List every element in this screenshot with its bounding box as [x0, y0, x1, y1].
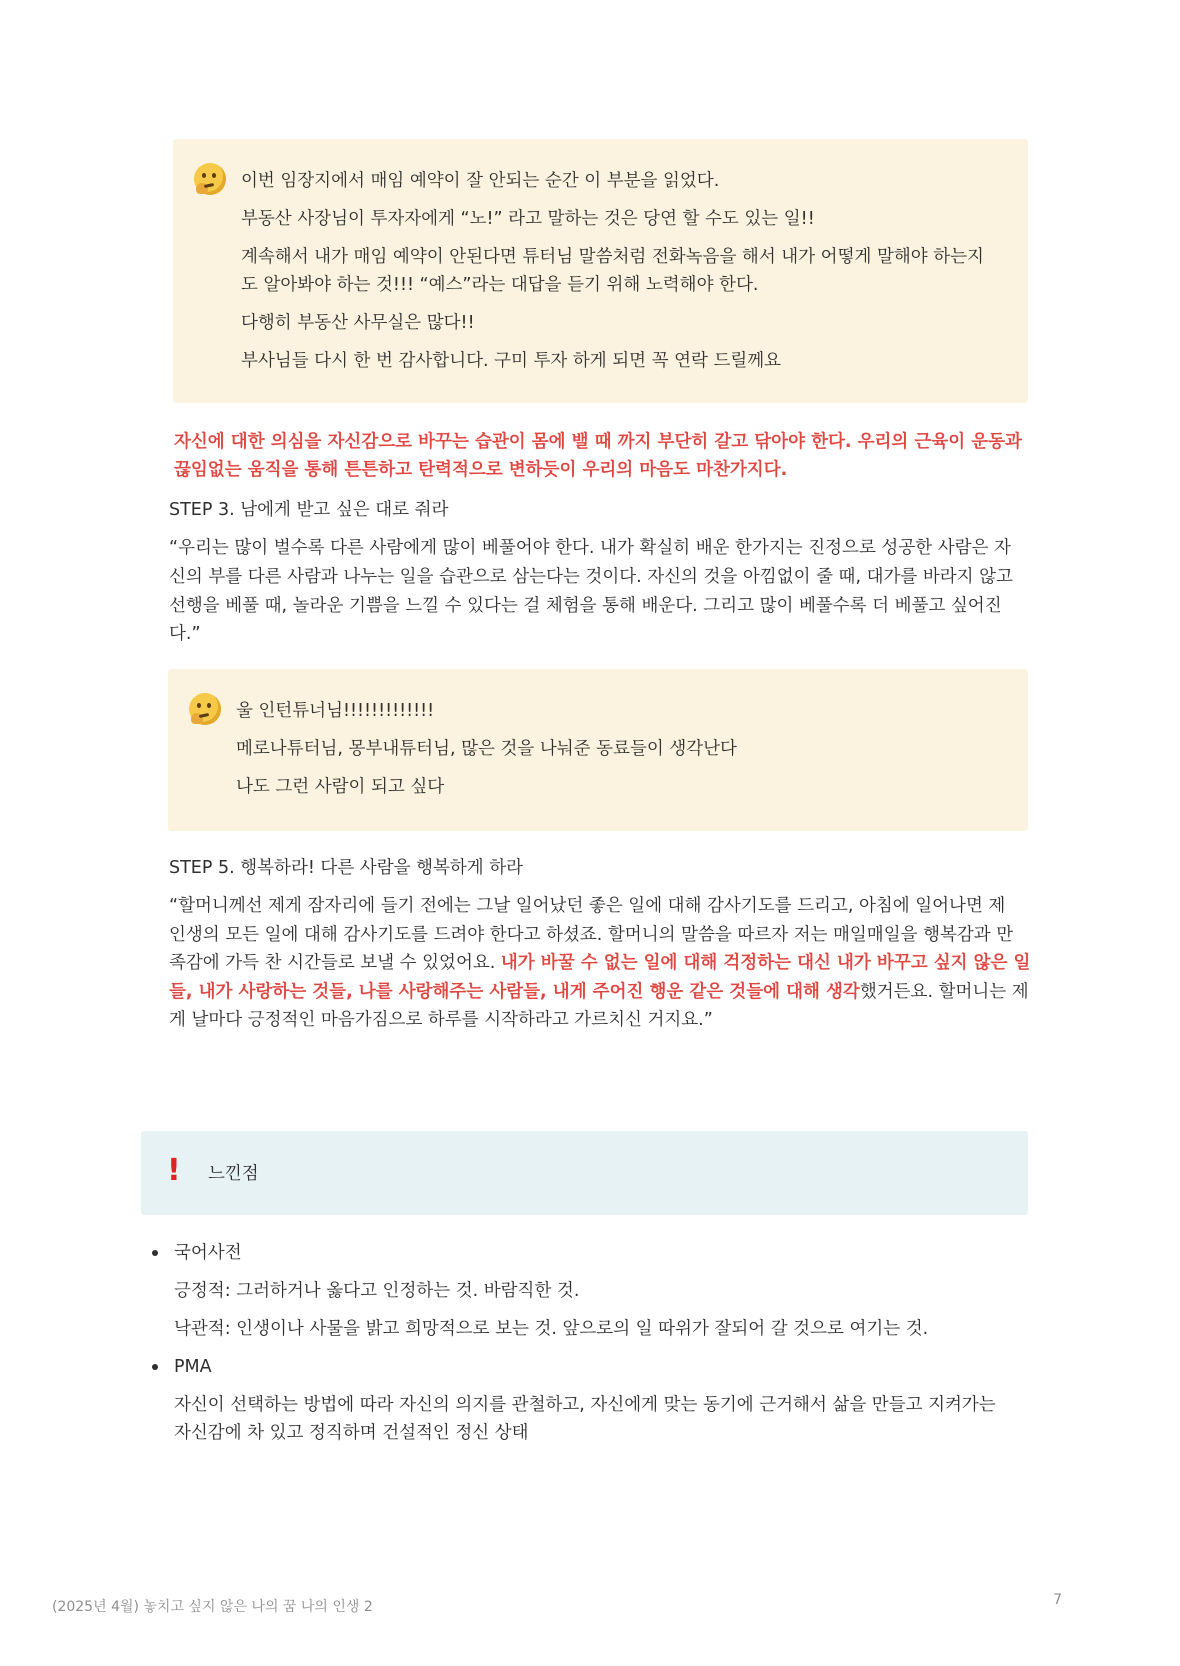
step5-line: 게 날마다 긍정적인 마음가짐으로 하루를 시작하라고 가르치신 거지요.”	[169, 1010, 713, 1030]
feelings-label: 느낀점	[208, 1164, 259, 1184]
bullet-line: 긍정적: 그러하거나 옳다고 인정하는 것. 바람직한 것.	[174, 1281, 580, 1301]
callout-line: 부사님들 다시 한 번 감사합니다. 구미 투자 하게 되면 꼭 연락 드릴께요	[241, 351, 782, 371]
bullet-title: 국어사전	[174, 1243, 242, 1263]
step5-text: 족감에 가득 찬 시간들로 보낼 수 있었어요.	[169, 953, 501, 973]
callout-line: 도 알아봐야 하는 것!!! “예스”라는 대답을 듣기 위해 노력해야 한다.	[241, 275, 759, 295]
step5-line: 인생의 모든 일에 대해 감사기도를 드려야 한다고 하셨죠. 할머니의 말씀을 따르자 저는 매일매일을 행복감과 만	[169, 925, 1014, 945]
reflection-callout-1	[173, 139, 1028, 403]
thinking-face-icon	[194, 163, 226, 195]
callout-line: 울 인턴튜너님!!!!!!!!!!!!!	[236, 701, 435, 721]
callout-line: 부동산 사장님이 투자자에게 “노!” 라고 말하는 것은 당연 할 수도 있는 일!!	[241, 209, 815, 229]
callout-line: 이번 임장지에서 매임 예약이 잘 안되는 순간 이 부분을 읽었다.	[241, 171, 720, 191]
step3-line: 다.”	[169, 624, 201, 644]
step3-title: STEP 3. 남에게 받고 싶은 대로 줘라	[169, 500, 449, 520]
highlight-line: 끊임없는 움직을 통해 튼튼하고 탄력적으로 변하듯이 우리의 마음도 마찬가지다.	[174, 460, 788, 480]
feelings-callout	[141, 1131, 1028, 1215]
step5-text: 했거든요. 할머니는 제	[859, 982, 1029, 1002]
exclamation-icon: !	[167, 1153, 181, 1188]
bullet-line: 자신이 선택하는 방법에 따라 자신의 의지를 관철하고, 자신에게 맞는 동기에 근거해서 삶을 만들고 지켜가는	[174, 1395, 996, 1415]
reflection-callout-2	[168, 669, 1028, 831]
bullet-title: PMA	[174, 1357, 212, 1377]
thinking-face-icon	[189, 693, 221, 725]
step5-highlight: 들, 내가 사랑하는 것들, 나를 사랑해주는 사람들, 내게 주어진 행운 같은 것들에 대해 생각	[169, 982, 860, 1002]
step5-line-mixed	[169, 949, 1030, 977]
highlight-line: 자신에 대한 의심을 자신감으로 바꾸는 습관이 몸에 밸 때 까지 부단히 갈고 닦아야 한다. 우리의 근육이 운동과	[174, 432, 1022, 452]
step5-highlight: 내가 바꿀 수 없는 일에 대해 걱정하는 대신 내가 바꾸고 싶지 않은 일	[500, 953, 1031, 973]
callout-line: 계속해서 내가 매임 예약이 안된다면 튜터님 말씀처럼 전화녹음을 해서 내가 어떻게 말해야 하는지	[241, 247, 984, 267]
page-number: 7	[1053, 1592, 1062, 1608]
step5-line-mixed	[169, 978, 1029, 1006]
bullet-dot	[152, 1364, 158, 1370]
bullet-line: 낙관적: 인생이나 사물을 밝고 희망적으로 보는 것. 앞으로의 일 따위가 잘되어 갈 것으로 여기는 것.	[174, 1319, 929, 1339]
step3-line: 선행을 베풀 때, 놀라운 기쁨을 느낄 수 있다는 걸 체험을 통해 배운다. 그리고 많이 베풀수록 더 베풀고 싶어진	[169, 596, 1002, 616]
callout-line: 나도 그런 사람이 되고 싶다	[236, 777, 445, 797]
bullet-line: 자신감에 차 있고 정직하며 건설적인 정신 상태	[174, 1423, 529, 1443]
callout-line: 메로나튜터님, 몽부내튜터님, 많은 것을 나눠준 동료들이 생각난다	[236, 739, 737, 759]
bullet-dot	[152, 1250, 158, 1256]
step5-title: STEP 5. 행복하라! 다른 사람을 행복하게 하라	[169, 858, 524, 878]
callout-line: 다행히 부동산 사무실은 많다!!	[241, 313, 475, 333]
step3-line: 신의 부를 다른 사람과 나누는 일을 습관으로 삼는다는 것이다. 자신의 것을 아낌없이 줄 때, 대가를 바라지 않고	[169, 567, 1013, 587]
step5-line: “할머니께선 제게 잠자리에 들기 전에는 그날 일어났던 좋은 일에 대해 감사기도를 드리고, 아침에 일어나면 제	[169, 896, 1006, 916]
step3-line: “우리는 많이 벌수록 다른 사람에게 많이 베풀어야 한다. 내가 확실히 배운 한가지는 진정으로 성공한 사람은 자	[169, 538, 1011, 558]
footer-title: (2025년 4월) 놓치고 싶지 않은 나의 꿈 나의 인생 2	[52, 1599, 373, 1615]
